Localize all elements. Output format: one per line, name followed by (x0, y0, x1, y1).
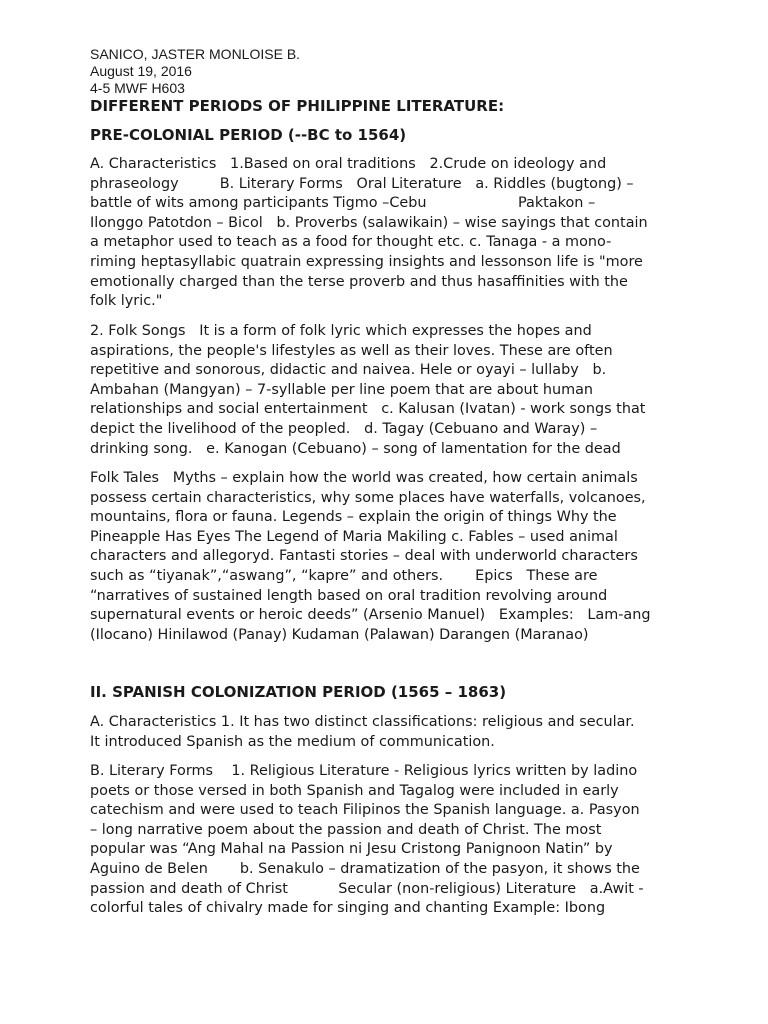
text-line: such as “tiyanak”,“aswang”, “kapre” and others. Epics These are (90, 567, 598, 584)
text-line: – long narrative poem about the passion and death of Christ. The most (90, 821, 602, 838)
section-heading-pre-colonial: PRE-COLONIAL PERIOD (--BC to 1564) (90, 126, 407, 144)
paragraph-folk-songs (90, 322, 685, 459)
text-line: possess certain characteristics, why some places have waterfalls, volcanoes, (90, 489, 646, 506)
paragraph-folk-tales (90, 469, 685, 645)
paragraph-spanish-literary-forms (90, 762, 685, 919)
paragraph-spanish-characteristics (90, 713, 685, 752)
text-line: characters and allegoryd. Fantasti stories – deal with underworld characters (90, 548, 638, 565)
text-line: popular was “Ang Mahal na Passion ni Jesu Cristong Panignoon Natin” by (90, 841, 613, 858)
text-line: Ambahan (Mangyan) – 7-syllable per line poem that are about human (90, 381, 594, 398)
text-line: supernatural events or heroic deeds” (Arsenio Manuel) Examples: Lam-ang (90, 607, 651, 624)
text-line: colorful tales of chivalry made for singing and chanting Example: Ibong (90, 900, 606, 917)
text-line: relationships and social entertainment c. Kalusan (Ivatan) - work songs that (90, 401, 646, 418)
text-line: “narratives of sustained length based on oral tradition revolving around (90, 587, 608, 604)
text-line: battle of wits among participants Tigmo –Cebu Paktakon – (90, 195, 596, 212)
text-line: emotionally charged than the terse proverb and thus hasaffinities with the (90, 273, 628, 290)
text-line: Ilonggo Patotdon – Bicol b. Proverbs (salawikain) – wise sayings that contain (90, 214, 648, 231)
text-line: Folk Tales Myths – explain how the world was created, how certain animals (90, 470, 638, 486)
text-line: riming heptasyllabic quatrain expressing insights and lessonson life is "more (90, 253, 643, 270)
text-line: (Ilocano) Hinilawod (Panay) Kudaman (Palawan) Darangen (Maranao) (90, 626, 589, 643)
text-line: repetitive and sonorous, didactic and naivea. Hele or oyayi – lullaby b. (90, 362, 607, 379)
paragraph-characteristics-forms (90, 155, 685, 312)
text-line: passion and death of Christ Secular (non-religious) Literature a.Awit - (90, 880, 644, 897)
text-line: poets or those versed in both Spanish and Tagalog were included in early (90, 782, 619, 799)
document-title: DIFFERENT PERIODS OF PHILIPPINE LITERATURE: (90, 97, 505, 115)
text-line: catechism and were used to teach Filipinos the Spanish language. a. Pasyon (90, 802, 640, 819)
text-line: A. Characteristics 1. It has two distinct classifications: religious and secular. (90, 714, 635, 730)
text-line: a metaphor used to teach as a food for thought etc. c. Tanaga - a mono- (90, 234, 612, 251)
student-name: SANICO, JASTER MONLOISE B. (90, 46, 301, 62)
class-schedule: 4-5 MWF H603 (90, 80, 185, 96)
text-line: B. Literary Forms 1. Religious Literature - Religious lyrics written by ladino (90, 763, 638, 779)
text-line: Aguino de Belen b. Senakulo – dramatization of the pasyon, it shows the (90, 860, 640, 877)
section-heading-spanish-colonization: II. SPANISH COLONIZATION PERIOD (1565 – 1863) (90, 683, 507, 701)
text-line: It introduced Spanish as the medium of communication. (90, 733, 495, 750)
text-line: mountains, flora or fauna. Legends – explain the origin of things Why the (90, 509, 617, 526)
text-line: folk lyric." (90, 293, 163, 310)
text-line: drinking song. e. Kanogan (Cebuano) – song of lamentation for the dead (90, 440, 621, 457)
text-line: depict the livelihood of the peopled. d. Tagay (Cebuano and Waray) – (90, 420, 598, 437)
text-line: A. Characteristics 1.Based on oral traditions 2.Crude on ideology and (90, 156, 607, 172)
submission-date: August 19, 2016 (90, 63, 192, 79)
text-line: Pineapple Has Eyes The Legend of Maria Makiling c. Fables – used animal (90, 528, 618, 545)
text-line: phraseology B. Literary Forms Oral Literature a. Riddles (bugtong) – (90, 175, 634, 192)
text-line: aspirations, the people's lifestyles as well as their loves. These are often (90, 342, 613, 359)
text-line: 2. Folk Songs It is a form of folk lyric which expresses the hopes and (90, 323, 592, 339)
